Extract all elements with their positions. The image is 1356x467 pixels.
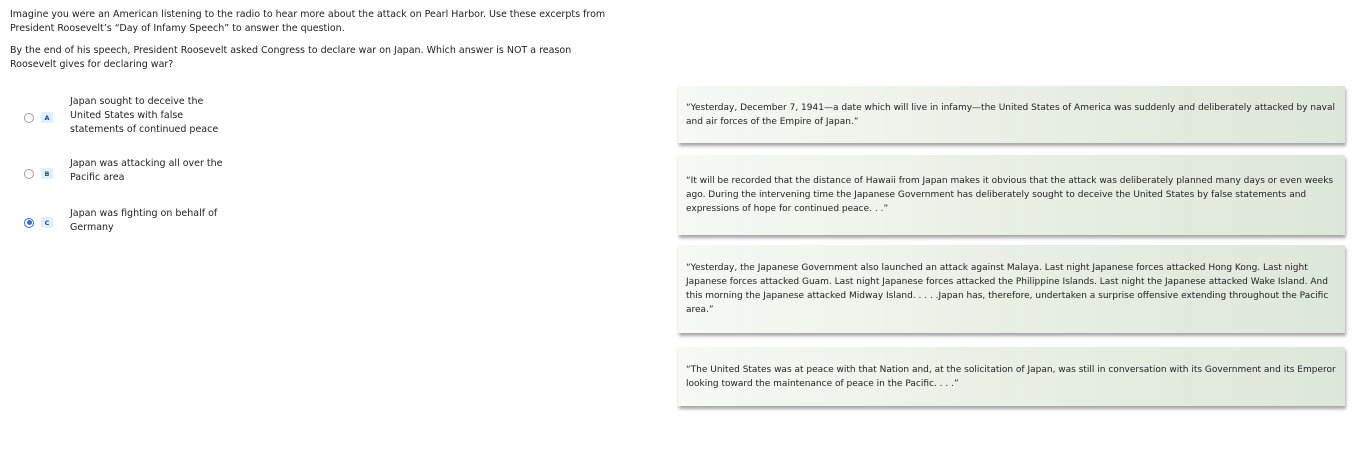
excerpt-text-4: “The United States was at peace with that Nation and, at the solicitation of Japan, was still in conversation with its Government and its Emperor looking toward the maintenance of peace in the Pacific. . . .” [686, 364, 1336, 389]
option-c-text[interactable]: Japan was fighting on behalf of Germany [70, 208, 218, 233]
excerpt-card-1 [678, 86, 1345, 143]
option-b-text[interactable]: Japan was attacking all over the Pacific area [70, 158, 223, 183]
option-letter-b: B [41, 168, 53, 179]
excerpt-text-1: “Yesterday, December 7, 1941—a date which will live in infamy—the United States of America was suddenly and deliberately attacked by naval and air forces of the Empire of Japan.” [686, 102, 1335, 127]
option-letter-c: C [41, 217, 53, 228]
excerpt-text-2: “It will be recorded that the distance of Hawaii from Japan makes it obvious that the attack was deliberately planned many days or even weeks ago. During the intervening time the Japanese Government has deliberately sought to deceive the United States by false statements and expressions of hope for continued peace. . .” [686, 176, 1334, 214]
question-prompt: By the end of his speech, President Roosevelt asked Congress to declare war on Japan. Which answer is NOT a reason Roosevelt gives for declaring war? [10, 45, 572, 70]
question-intro: Imagine you were an American listening to the radio to hear more about the attack on Pearl Harbor. Use these excerpts from President Roosevelt’s “Day of Infamy Speech” to answer the question. [10, 9, 606, 34]
radio-button-c[interactable] [24, 218, 34, 228]
excerpt-text-3: “Yesterday, the Japanese Government also launched an attack against Malaya. Last night Japanese forces attacked Hong Kong. Last night Japanese forces attacked Guam. Last night Japanese forces attacked the Philippine Islands. Last night the Japanese attacked Wake Island. And this morning the Japanese attacked Midway Island. . . . .Japan has, therefore, undertaken a surprise offensive extending throughout the Pacific area.” [686, 263, 1329, 315]
excerpt-card-2 [678, 155, 1345, 235]
option-a-text[interactable]: Japan sought to deceive the United States with false statements of continued peace [70, 96, 219, 135]
option-letter-a: A [41, 112, 53, 123]
excerpt-card-3 [678, 245, 1345, 333]
excerpt-card-4 [678, 347, 1345, 406]
option-a[interactable] [24, 112, 53, 123]
question-panel [10, 8, 620, 72]
radio-button-b[interactable] [24, 169, 34, 179]
radio-button-a[interactable] [24, 113, 34, 123]
option-b[interactable] [24, 168, 53, 179]
option-c[interactable] [24, 217, 53, 228]
